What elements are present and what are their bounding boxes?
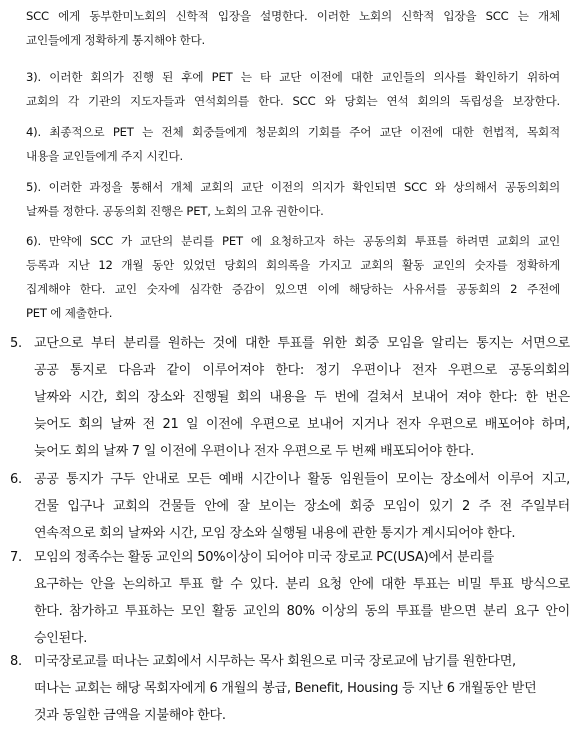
text-line: 집계해야 한다. 교인 숫자에 심각한 증감이 있으면 이에 해당하는 사유서를 공동회의 2 주전에	[26, 282, 560, 296]
text-line: 미국장로교를 떠나는 교회에서 시무하는 목사 회원으로 미국 장로교에 남기를 원한다면,	[34, 654, 516, 669]
text-line: 3). 이러한 회의가 진행 된 후에 PET 는 타 교단 이전에 대한 교인들의 의사를 확인하기 위하여	[26, 70, 560, 84]
text-line: 4). 최종적으로 PET 는 전체 회중들에게 청문회의 기회를 주어 교단 이전에 대한 헌법적, 목회적	[26, 125, 560, 139]
text-line: 늦어도 회의 날짜 7 일 이전에 우편이나 전자 우편으로 두 번째 배포되어야 한다.	[34, 444, 475, 459]
subitem-3	[26, 65, 560, 113]
text-line: 승인된다.	[34, 631, 88, 646]
text-line: 공공 통지가 구두 안내로 모든 예배 시간이나 활동 임원들이 모이는 장소에서 이루어 지고,	[34, 472, 570, 487]
intro-paragraph	[26, 4, 560, 52]
text-line: 5). 이러한 과정을 통해서 개체 교회의 교단 이전의 의지가 확인되면 SCC 와 상의해서 공동의회의	[26, 180, 560, 194]
text-line: SCC 에게 동부한미노회의 신학적 입장을 설명한다. 이러한 노회의 신학적 입장을 SCC 는 개체	[26, 9, 560, 23]
text-line: 6). 만약에 SCC 가 교단의 분리를 PET 에 요청하고자 하는 공동의회 투표를 하려면 교회의 교인	[26, 234, 560, 248]
text-line: 공공 통지로 다음과 같이 이루어져야 한다: 정기 우편이나 전자 우편으로 공동의회의	[34, 363, 570, 378]
text-line: PET 에 제출한다.	[26, 306, 113, 320]
list-item-number: 8.	[10, 654, 22, 669]
text-line: 한다. 참가하고 투표하는 모인 활동 교인의 80% 이상의 동의 투표를 받으면 분리 요구 안이	[34, 604, 570, 619]
subitem-5	[26, 175, 560, 223]
text-line: 교회의 각 기관의 지도자들과 연석회의를 한다. SCC 와 당회는 연석 회의의 독립성을 보장한다.	[26, 94, 560, 108]
text-line: 교인들에게 정확하게 통지해야 한다.	[26, 33, 205, 47]
text-line: 떠나는 교회는 해당 목회자에게 6 개월의 봉급, Benefit, Housing 등 지난 6 개월동안 받던	[34, 681, 537, 696]
list-item-number: 7.	[10, 550, 22, 565]
list-item-number: 5.	[10, 336, 22, 351]
subitem-6	[26, 229, 560, 325]
text-line: 건물 입구나 교회의 건물들 안에 잘 보이는 장소에 회중 모임이 있기 2 주 전 주일부터	[34, 499, 570, 514]
text-line: 날짜를 정한다. 공동의회 진행은 PET, 노회의 고유 권한이다.	[26, 204, 324, 218]
text-line: 날짜와 시간, 회의 장소와 진행될 회의 내용을 두 번에 걸쳐서 보내어 져야 한다: 한 번은	[34, 390, 570, 405]
text-line: 내용을 교인들에게 주지 시킨다.	[26, 149, 183, 163]
text-line: 교단으로 부터 분리를 원하는 것에 대한 투표를 위한 회중 모임을 알리는 통지는 서면으로	[34, 336, 570, 351]
text-line: 것과 동일한 금액을 지불해야 한다.	[34, 708, 226, 723]
text-line: 늦어도 회의 날짜 전 21 일 이전에 우편으로 보내어 지거나 전자 우편으로 배포어야 하며,	[34, 417, 570, 432]
text-line: 요구하는 안을 논의하고 투표 할 수 있다. 분리 요청 안에 대한 투표는 비밀 투표 방식으로	[34, 577, 570, 592]
text-line: 모임의 정족수는 활동 교인의 50%이상이 되어야 미국 장로교 PC(USA)에서 분리를	[34, 550, 494, 565]
list-item-number: 6.	[10, 472, 22, 487]
text-line: 연속적으로 회의 날짜와 시간, 모임 장소와 실행될 내용에 관한 통지가 계시되어야 한다.	[34, 526, 516, 541]
text-line: 등록과 지난 12 개월 동안 있었던 당회의 회의록을 가지고 교회의 활동 교인의 숫자를 정확하게	[26, 258, 560, 272]
subitem-4	[26, 120, 560, 168]
